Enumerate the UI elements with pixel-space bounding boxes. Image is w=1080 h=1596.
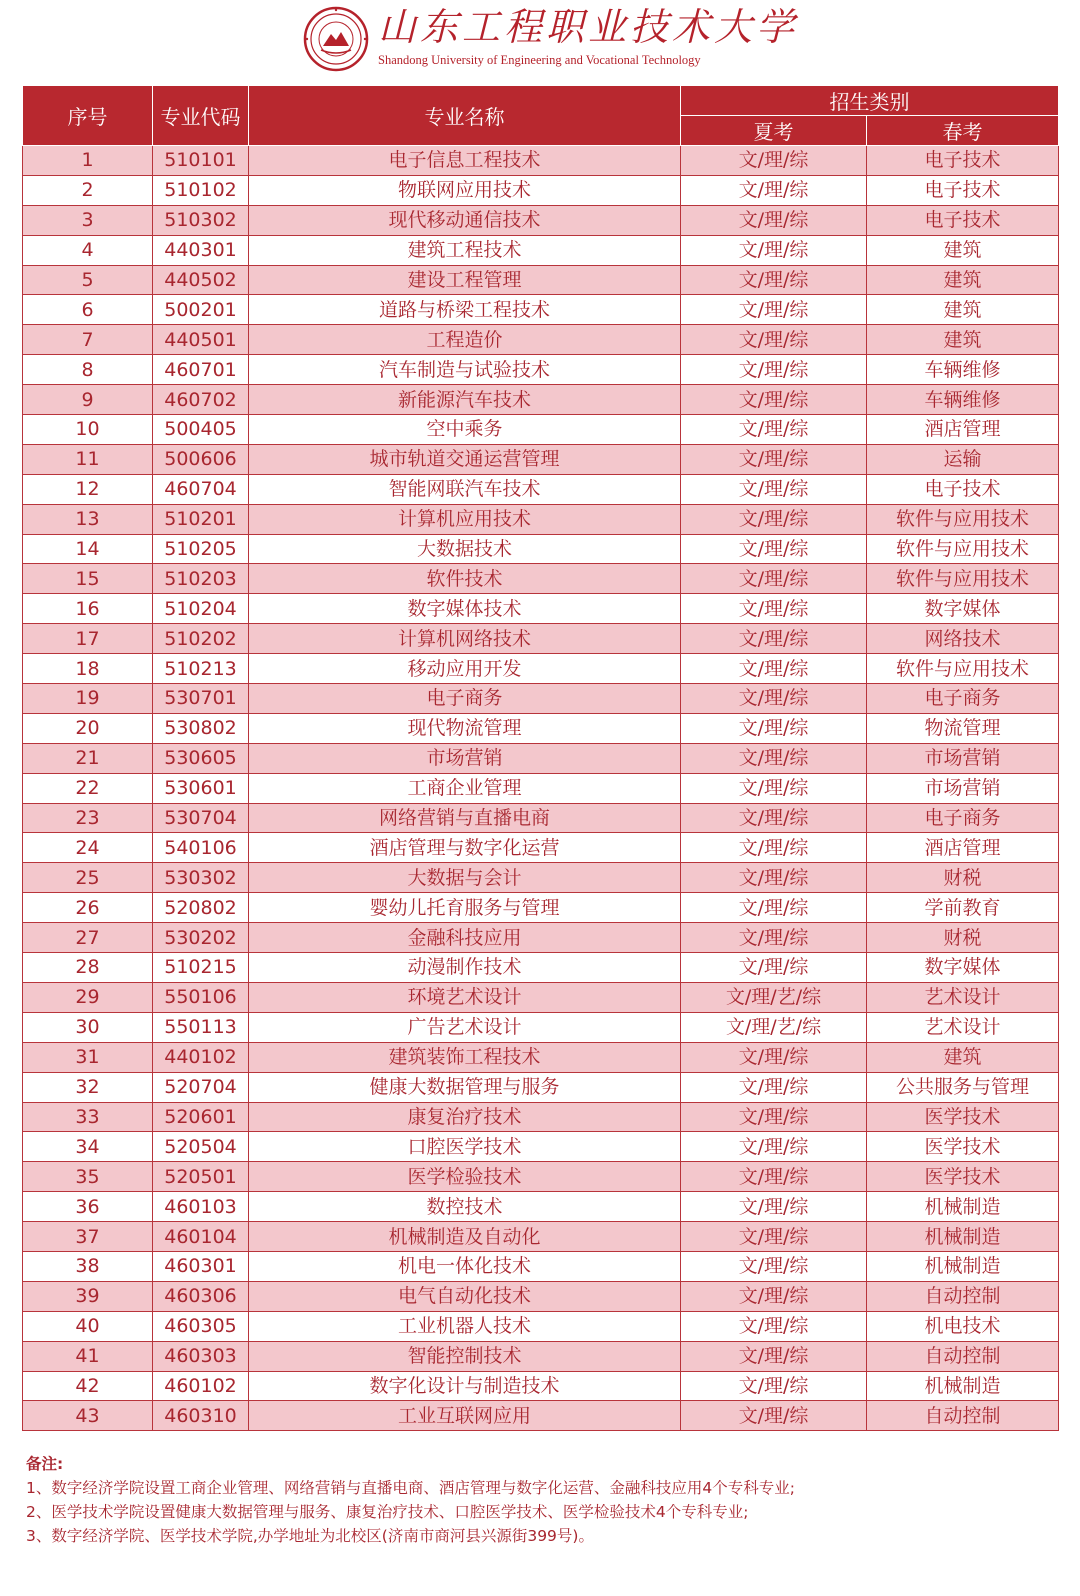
cell-seq: 1 xyxy=(23,146,153,176)
cell-code: 520601 xyxy=(153,1102,249,1132)
cell-name: 工业互联网应用 xyxy=(249,1401,681,1431)
cell-spring: 机械制造 xyxy=(867,1251,1059,1281)
cell-code: 460103 xyxy=(153,1192,249,1222)
cell-summer: 文/理/综 xyxy=(681,953,867,983)
cell-code: 510203 xyxy=(153,564,249,594)
table-row xyxy=(23,474,1059,504)
table-row xyxy=(23,1371,1059,1401)
cell-spring: 软件与应用技术 xyxy=(867,504,1059,534)
cell-spring: 财税 xyxy=(867,863,1059,893)
cell-summer: 文/理/综 xyxy=(681,265,867,295)
cell-name: 计算机应用技术 xyxy=(249,504,681,534)
cell-spring: 车辆维修 xyxy=(867,355,1059,385)
cell-spring: 自动控制 xyxy=(867,1281,1059,1311)
cell-seq: 18 xyxy=(23,654,153,684)
cell-spring: 机械制造 xyxy=(867,1192,1059,1222)
cell-spring: 电子商务 xyxy=(867,803,1059,833)
table-row xyxy=(23,504,1059,534)
cell-summer: 文/理/综 xyxy=(681,1072,867,1102)
cell-seq: 41 xyxy=(23,1341,153,1371)
cell-code: 510205 xyxy=(153,534,249,564)
cell-spring: 艺术设计 xyxy=(867,1012,1059,1042)
cell-name: 环境艺术设计 xyxy=(249,982,681,1012)
table-row xyxy=(23,265,1059,295)
cell-name: 酒店管理与数字化运营 xyxy=(249,833,681,863)
cell-spring: 电子商务 xyxy=(867,684,1059,714)
cell-name: 数字化设计与制造技术 xyxy=(249,1371,681,1401)
cell-summer: 文/理/综 xyxy=(681,624,867,654)
cell-spring: 网络技术 xyxy=(867,624,1059,654)
cell-spring: 机械制造 xyxy=(867,1222,1059,1252)
cell-spring: 软件与应用技术 xyxy=(867,534,1059,564)
cell-code: 440501 xyxy=(153,325,249,355)
table-row xyxy=(23,146,1059,176)
cell-seq: 36 xyxy=(23,1192,153,1222)
table-row xyxy=(23,594,1059,624)
cell-code: 510204 xyxy=(153,594,249,624)
note-line-1: 1、数字经济学院设置工商企业管理、网络营销与直播电商、酒店管理与数字化运营、金融科技应用4个专科专业; xyxy=(26,1479,795,1497)
cell-summer: 文/理/综 xyxy=(681,803,867,833)
cell-name: 电子信息工程技术 xyxy=(249,146,681,176)
cell-summer: 文/理/综 xyxy=(681,923,867,953)
table-row xyxy=(23,684,1059,714)
cell-seq: 30 xyxy=(23,1012,153,1042)
cell-code: 500201 xyxy=(153,295,249,325)
cell-summer: 文/理/综 xyxy=(681,444,867,474)
cell-code: 530202 xyxy=(153,923,249,953)
cell-code: 460301 xyxy=(153,1251,249,1281)
cell-name: 婴幼儿托育服务与管理 xyxy=(249,893,681,923)
table-row xyxy=(23,564,1059,594)
cell-summer: 文/理/综 xyxy=(681,1401,867,1431)
table-row xyxy=(23,1222,1059,1252)
cell-seq: 2 xyxy=(23,175,153,205)
cell-spring: 电子技术 xyxy=(867,146,1059,176)
cell-summer: 文/理/综 xyxy=(681,893,867,923)
cell-spring: 公共服务与管理 xyxy=(867,1072,1059,1102)
cell-name: 数控技术 xyxy=(249,1192,681,1222)
cell-summer: 文/理/综 xyxy=(681,415,867,445)
cell-spring: 酒店管理 xyxy=(867,415,1059,445)
cell-summer: 文/理/综 xyxy=(681,713,867,743)
cell-spring: 市场营销 xyxy=(867,743,1059,773)
cell-code: 510213 xyxy=(153,654,249,684)
cell-spring: 机械制造 xyxy=(867,1371,1059,1401)
cell-code: 500606 xyxy=(153,444,249,474)
table-row xyxy=(23,1072,1059,1102)
table-row xyxy=(23,773,1059,803)
cell-name: 道路与桥梁工程技术 xyxy=(249,295,681,325)
cell-code: 520802 xyxy=(153,893,249,923)
cell-name: 市场营销 xyxy=(249,743,681,773)
cell-name: 城市轨道交通运营管理 xyxy=(249,444,681,474)
cell-code: 510302 xyxy=(153,205,249,235)
cell-summer: 文/理/综 xyxy=(681,833,867,863)
table-row xyxy=(23,295,1059,325)
cell-seq: 12 xyxy=(23,474,153,504)
cell-spring: 物流管理 xyxy=(867,713,1059,743)
table-row xyxy=(23,1251,1059,1281)
cell-code: 460102 xyxy=(153,1371,249,1401)
cell-name: 计算机网络技术 xyxy=(249,624,681,654)
cell-summer: 文/理/综 xyxy=(681,1132,867,1162)
cell-code: 500405 xyxy=(153,415,249,445)
header xyxy=(0,0,1080,86)
university-name-cn: 山东工程职业技术大学 xyxy=(378,5,799,49)
cell-spring: 运输 xyxy=(867,444,1059,474)
cell-name: 健康大数据管理与服务 xyxy=(249,1072,681,1102)
cell-name: 智能网联汽车技术 xyxy=(249,474,681,504)
cell-code: 550113 xyxy=(153,1012,249,1042)
cell-code: 460104 xyxy=(153,1222,249,1252)
header-summer: 夏考 xyxy=(681,116,867,146)
cell-seq: 11 xyxy=(23,444,153,474)
header-code: 专业代码 xyxy=(153,86,249,146)
cell-seq: 34 xyxy=(23,1132,153,1162)
cell-summer: 文/理/综 xyxy=(681,385,867,415)
cell-seq: 14 xyxy=(23,534,153,564)
cell-spring: 建筑 xyxy=(867,1042,1059,1072)
cell-seq: 38 xyxy=(23,1251,153,1281)
header-seq: 序号 xyxy=(23,86,153,146)
cell-spring: 数字媒体 xyxy=(867,594,1059,624)
cell-code: 510215 xyxy=(153,953,249,983)
cell-code: 460303 xyxy=(153,1341,249,1371)
cell-spring: 建筑 xyxy=(867,295,1059,325)
cell-name: 广告艺术设计 xyxy=(249,1012,681,1042)
cell-name: 现代移动通信技术 xyxy=(249,205,681,235)
cell-code: 460701 xyxy=(153,355,249,385)
cell-name: 工商企业管理 xyxy=(249,773,681,803)
cell-name: 康复治疗技术 xyxy=(249,1102,681,1132)
cell-summer: 文/理/艺/综 xyxy=(681,982,867,1012)
cell-seq: 31 xyxy=(23,1042,153,1072)
cell-name: 智能控制技术 xyxy=(249,1341,681,1371)
cell-code: 520504 xyxy=(153,1132,249,1162)
cell-spring: 酒店管理 xyxy=(867,833,1059,863)
cell-code: 460306 xyxy=(153,1281,249,1311)
cell-summer: 文/理/综 xyxy=(681,325,867,355)
header-category: 招生类别 xyxy=(681,86,1059,116)
cell-name: 动漫制作技术 xyxy=(249,953,681,983)
notes-section xyxy=(26,1452,1066,1548)
table-row xyxy=(23,1132,1059,1162)
cell-summer: 文/理/综 xyxy=(681,355,867,385)
cell-summer: 文/理/综 xyxy=(681,534,867,564)
cell-summer: 文/理/综 xyxy=(681,773,867,803)
cell-summer: 文/理/综 xyxy=(681,1042,867,1072)
cell-summer: 文/理/综 xyxy=(681,1371,867,1401)
cell-seq: 29 xyxy=(23,982,153,1012)
cell-seq: 25 xyxy=(23,863,153,893)
cell-code: 440102 xyxy=(153,1042,249,1072)
cell-seq: 26 xyxy=(23,893,153,923)
cell-summer: 文/理/综 xyxy=(681,1311,867,1341)
cell-seq: 5 xyxy=(23,265,153,295)
table-row xyxy=(23,444,1059,474)
table-row xyxy=(23,385,1059,415)
cell-spring: 学前教育 xyxy=(867,893,1059,923)
cell-code: 530802 xyxy=(153,713,249,743)
cell-summer: 文/理/综 xyxy=(681,205,867,235)
cell-code: 550106 xyxy=(153,982,249,1012)
cell-seq: 15 xyxy=(23,564,153,594)
cell-spring: 建筑 xyxy=(867,325,1059,355)
cell-name: 物联网应用技术 xyxy=(249,175,681,205)
note-line-2: 2、医学技术学院设置健康大数据管理与服务、康复治疗技术、口腔医学技术、医学检验技术4个专科专业; xyxy=(26,1503,749,1521)
cell-code: 520704 xyxy=(153,1072,249,1102)
cell-seq: 6 xyxy=(23,295,153,325)
cell-code: 460310 xyxy=(153,1401,249,1431)
table-row xyxy=(23,534,1059,564)
cell-name: 现代物流管理 xyxy=(249,713,681,743)
table-row xyxy=(23,175,1059,205)
cell-name: 医学检验技术 xyxy=(249,1162,681,1192)
table-row xyxy=(23,205,1059,235)
table-row xyxy=(23,1281,1059,1311)
cell-seq: 9 xyxy=(23,385,153,415)
cell-summer: 文/理/综 xyxy=(681,1162,867,1192)
cell-summer: 文/理/综 xyxy=(681,235,867,265)
cell-code: 530605 xyxy=(153,743,249,773)
cell-code: 440502 xyxy=(153,265,249,295)
cell-code: 530302 xyxy=(153,863,249,893)
cell-code: 460702 xyxy=(153,385,249,415)
cell-summer: 文/理/综 xyxy=(681,1222,867,1252)
cell-seq: 37 xyxy=(23,1222,153,1252)
cell-seq: 20 xyxy=(23,713,153,743)
cell-code: 510101 xyxy=(153,146,249,176)
cell-spring: 建筑 xyxy=(867,265,1059,295)
cell-spring: 医学技术 xyxy=(867,1132,1059,1162)
table-row xyxy=(23,833,1059,863)
cell-seq: 19 xyxy=(23,684,153,714)
cell-summer: 文/理/综 xyxy=(681,295,867,325)
cell-summer: 文/理/综 xyxy=(681,1341,867,1371)
header-name: 专业名称 xyxy=(249,86,681,146)
cell-name: 口腔医学技术 xyxy=(249,1132,681,1162)
cell-name: 新能源汽车技术 xyxy=(249,385,681,415)
cell-code: 510201 xyxy=(153,504,249,534)
table-row xyxy=(23,743,1059,773)
cell-spring: 自动控制 xyxy=(867,1401,1059,1431)
cell-code: 510202 xyxy=(153,624,249,654)
cell-name: 空中乘务 xyxy=(249,415,681,445)
cell-summer: 文/理/综 xyxy=(681,504,867,534)
cell-name: 移动应用开发 xyxy=(249,654,681,684)
table-row xyxy=(23,415,1059,445)
cell-spring: 医学技术 xyxy=(867,1102,1059,1132)
cell-summer: 文/理/综 xyxy=(681,743,867,773)
cell-seq: 40 xyxy=(23,1311,153,1341)
majors-table xyxy=(22,85,1059,1431)
cell-summer: 文/理/综 xyxy=(681,474,867,504)
cell-code: 530704 xyxy=(153,803,249,833)
cell-seq: 10 xyxy=(23,415,153,445)
cell-seq: 13 xyxy=(23,504,153,534)
cell-summer: 文/理/综 xyxy=(681,1251,867,1281)
table-row xyxy=(23,1401,1059,1431)
note-line-3: 3、数字经济学院、医学技术学院,办学地址为北校区(济南市商河县兴源街399号)。 xyxy=(26,1527,594,1545)
table-row xyxy=(23,1192,1059,1222)
table-row xyxy=(23,1341,1059,1371)
header-spring: 春考 xyxy=(867,116,1059,146)
table-row xyxy=(23,624,1059,654)
cell-name: 金融科技应用 xyxy=(249,923,681,953)
table-row xyxy=(23,982,1059,1012)
notes-title: 备注: xyxy=(26,1455,64,1473)
cell-name: 机械制造及自动化 xyxy=(249,1222,681,1252)
cell-name: 大数据技术 xyxy=(249,534,681,564)
cell-summer: 文/理/艺/综 xyxy=(681,1012,867,1042)
cell-seq: 33 xyxy=(23,1102,153,1132)
cell-code: 460305 xyxy=(153,1311,249,1341)
cell-code: 520501 xyxy=(153,1162,249,1192)
table-row xyxy=(23,1311,1059,1341)
cell-spring: 艺术设计 xyxy=(867,982,1059,1012)
cell-seq: 39 xyxy=(23,1281,153,1311)
cell-name: 网络营销与直播电商 xyxy=(249,803,681,833)
cell-code: 460704 xyxy=(153,474,249,504)
cell-summer: 文/理/综 xyxy=(681,564,867,594)
cell-seq: 7 xyxy=(23,325,153,355)
table-row xyxy=(23,953,1059,983)
cell-seq: 21 xyxy=(23,743,153,773)
cell-seq: 23 xyxy=(23,803,153,833)
cell-name: 大数据与会计 xyxy=(249,863,681,893)
cell-summer: 文/理/综 xyxy=(681,594,867,624)
table-row xyxy=(23,1162,1059,1192)
cell-spring: 电子技术 xyxy=(867,175,1059,205)
cell-seq: 3 xyxy=(23,205,153,235)
cell-name: 建筑工程技术 xyxy=(249,235,681,265)
cell-name: 电子商务 xyxy=(249,684,681,714)
cell-summer: 文/理/综 xyxy=(681,863,867,893)
cell-spring: 电子技术 xyxy=(867,474,1059,504)
cell-spring: 车辆维修 xyxy=(867,385,1059,415)
cell-spring: 财税 xyxy=(867,923,1059,953)
cell-spring: 机电技术 xyxy=(867,1311,1059,1341)
table-row xyxy=(23,235,1059,265)
cell-seq: 4 xyxy=(23,235,153,265)
cell-seq: 16 xyxy=(23,594,153,624)
cell-seq: 32 xyxy=(23,1072,153,1102)
table-row xyxy=(23,893,1059,923)
table-row xyxy=(23,1102,1059,1132)
cell-summer: 文/理/综 xyxy=(681,1102,867,1132)
cell-name: 建筑装饰工程技术 xyxy=(249,1042,681,1072)
table-body xyxy=(23,146,1059,1431)
cell-name: 机电一体化技术 xyxy=(249,1251,681,1281)
cell-seq: 28 xyxy=(23,953,153,983)
cell-summer: 文/理/综 xyxy=(681,654,867,684)
cell-seq: 27 xyxy=(23,923,153,953)
cell-spring: 建筑 xyxy=(867,235,1059,265)
cell-summer: 文/理/综 xyxy=(681,684,867,714)
cell-seq: 43 xyxy=(23,1401,153,1431)
cell-seq: 24 xyxy=(23,833,153,863)
university-seal-icon xyxy=(303,6,369,72)
table-row xyxy=(23,923,1059,953)
cell-seq: 17 xyxy=(23,624,153,654)
cell-name: 工业机器人技术 xyxy=(249,1311,681,1341)
cell-spring: 电子技术 xyxy=(867,205,1059,235)
table-row xyxy=(23,803,1059,833)
cell-code: 530701 xyxy=(153,684,249,714)
cell-name: 数字媒体技术 xyxy=(249,594,681,624)
cell-name: 工程造价 xyxy=(249,325,681,355)
cell-summer: 文/理/综 xyxy=(681,1281,867,1311)
cell-name: 汽车制造与试验技术 xyxy=(249,355,681,385)
cell-summer: 文/理/综 xyxy=(681,175,867,205)
cell-seq: 42 xyxy=(23,1371,153,1401)
cell-spring: 市场营销 xyxy=(867,773,1059,803)
cell-spring: 自动控制 xyxy=(867,1341,1059,1371)
cell-code: 510102 xyxy=(153,175,249,205)
cell-name: 建设工程管理 xyxy=(249,265,681,295)
table-row xyxy=(23,1042,1059,1072)
table-row xyxy=(23,654,1059,684)
cell-spring: 软件与应用技术 xyxy=(867,564,1059,594)
table-row xyxy=(23,355,1059,385)
cell-seq: 35 xyxy=(23,1162,153,1192)
table-row xyxy=(23,1012,1059,1042)
table-row xyxy=(23,713,1059,743)
cell-seq: 8 xyxy=(23,355,153,385)
cell-summer: 文/理/综 xyxy=(681,1192,867,1222)
cell-code: 440301 xyxy=(153,235,249,265)
cell-name: 电气自动化技术 xyxy=(249,1281,681,1311)
table-row xyxy=(23,325,1059,355)
cell-name: 软件技术 xyxy=(249,564,681,594)
university-name-en: Shandong University of Engineering and Vocational Technology xyxy=(378,53,701,67)
cell-spring: 软件与应用技术 xyxy=(867,654,1059,684)
cell-code: 540106 xyxy=(153,833,249,863)
cell-spring: 医学技术 xyxy=(867,1162,1059,1192)
cell-seq: 22 xyxy=(23,773,153,803)
table-row xyxy=(23,863,1059,893)
cell-code: 530601 xyxy=(153,773,249,803)
cell-spring: 数字媒体 xyxy=(867,953,1059,983)
cell-summer: 文/理/综 xyxy=(681,146,867,176)
